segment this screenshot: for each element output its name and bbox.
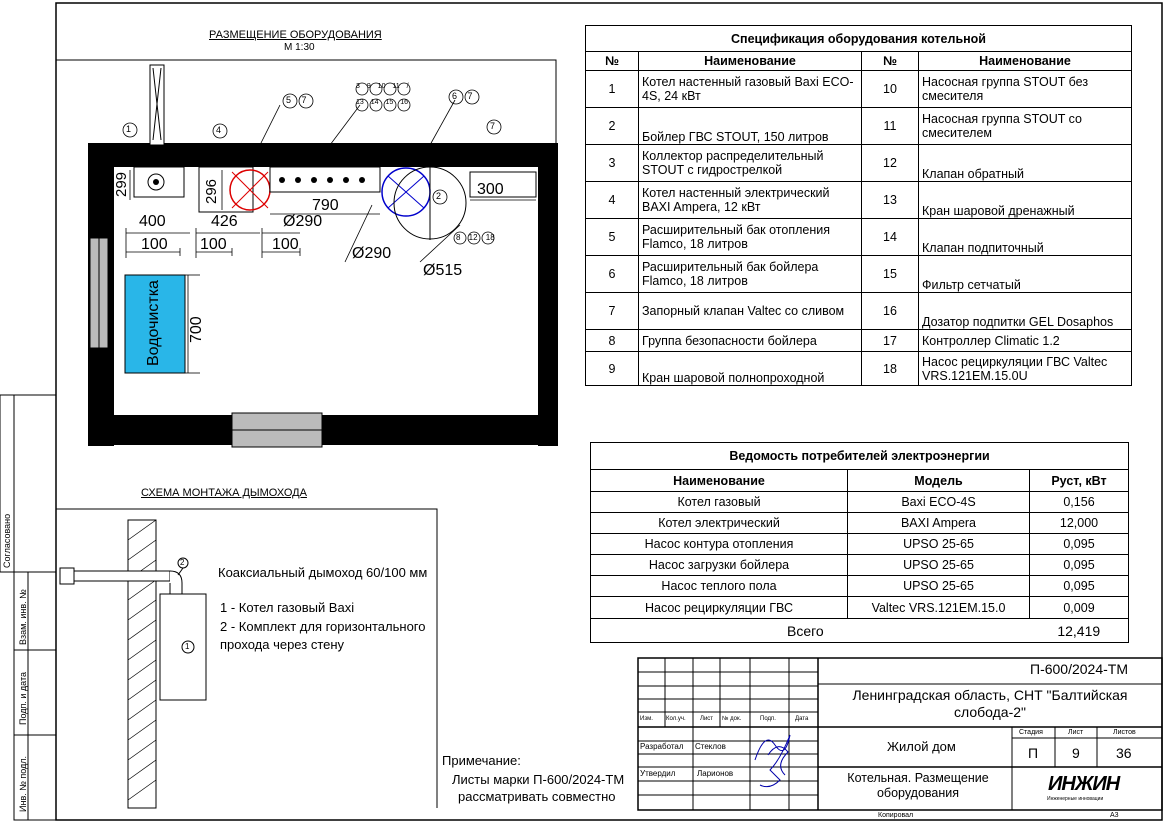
spec-h-name1: Наименование — [639, 52, 862, 71]
power-h-model: Модель — [848, 470, 1030, 492]
stamp-col-doc: № док. — [722, 716, 742, 722]
power-name: Насос теплого пола — [591, 576, 848, 597]
chimney-line1: 1 - Котел газовый Baxi — [220, 600, 355, 615]
stamp-logo-sub: Инженерные инновации — [1047, 796, 1104, 802]
spec-h-name2: Наименование — [919, 52, 1132, 71]
spec-n: 13 — [862, 182, 919, 219]
power-value: 12,000 — [1030, 513, 1129, 534]
spec-name: Насосная группа STOUT со смесителем — [919, 108, 1132, 145]
power-value: 0,095 — [1030, 555, 1129, 576]
power-value: 0,156 — [1030, 492, 1129, 513]
spec-n: 16 — [862, 293, 919, 330]
power-title: Ведомость потребителей электроэнергии — [591, 443, 1129, 470]
spec-n: 15 — [862, 256, 919, 293]
stamp-format: А3 — [1110, 812, 1119, 819]
chimney-line3: прохода через стену — [220, 637, 345, 652]
stamp-h-sheets: Листов — [1113, 729, 1136, 736]
dim-299: 299 — [113, 171, 130, 197]
spec-name: Насос рециркуляции ГВС Valtec VRS.121EM.15.0U — [919, 352, 1132, 386]
spec-n: 10 — [862, 71, 919, 108]
power-name: Насос рециркуляции ГВС — [591, 597, 848, 619]
chimney-line2: 2 - Комплект для горизонтального — [220, 619, 426, 634]
chimney-heading: Коаксиальный дымоход 60/100 мм — [218, 565, 428, 580]
spec-n: 6 — [586, 256, 639, 293]
spec-n: 11 — [862, 108, 919, 145]
dim-790: 790 — [312, 197, 339, 214]
callout-1: 1 — [126, 124, 132, 134]
callout-8-18: 8 12 18 — [456, 233, 495, 242]
dim-dia290b: Ø290 — [352, 245, 392, 262]
spec-name: Котел настенный электрический BAXI Ampera, 12 кВт — [639, 182, 862, 219]
dim-296: 296 — [203, 178, 220, 204]
callout-7: 7 — [490, 121, 496, 131]
stamp-logo: ИНЖИН — [1048, 773, 1120, 795]
stamp-col-izm: Изм. — [640, 716, 653, 722]
stamp-object: Жилой дом — [887, 739, 956, 754]
spec-n: 12 — [862, 145, 919, 182]
spec-n: 5 — [586, 219, 639, 256]
callout-3-16: 3 9 10 11 / 13 14 15 16 — [356, 83, 409, 106]
spec-name: Расширительный бак бойлера Flamco, 18 литров — [639, 256, 862, 293]
note-line1: Листы марки П-600/2024-ТМ — [452, 772, 625, 787]
stamp-h-stage: Стадия — [1019, 729, 1043, 736]
stamp-sheet-title: Котельная. Размещение оборудования — [847, 771, 989, 800]
spec-n: 9 — [586, 352, 639, 386]
stamp-code: П-600/2024-ТМ — [1030, 661, 1128, 677]
spec-name: Кран шаровой полнопроходной — [639, 352, 862, 386]
stamp-appr-role: Утвердил — [640, 769, 676, 778]
stamp-col-list: Лист — [700, 716, 714, 722]
callout-6-7: 6 7 — [452, 91, 473, 101]
chimney-mark-2: 2 — [180, 558, 185, 567]
spec-n: 14 — [862, 219, 919, 256]
spec-n: 8 — [586, 330, 639, 352]
dim-dia290a: Ø290 — [283, 213, 323, 230]
chimney-title: СХЕМА МОНТАЖА ДЫМОХОДА — [141, 487, 307, 499]
spec-n: 1 — [586, 71, 639, 108]
spec-name: Клапан подпиточный — [919, 219, 1132, 256]
stamp-dev-role: Разработал — [640, 742, 684, 751]
side-sign-date: Подп. и дата — [18, 671, 28, 725]
spec-name: Дозатор подпитки GEL Dosaphos — [919, 293, 1132, 330]
power-value: 0,009 — [1030, 597, 1129, 619]
note-line2: рассматривать совместно — [458, 789, 616, 804]
power-value: 0,095 — [1030, 534, 1129, 555]
power-value: 0,095 — [1030, 576, 1129, 597]
power-model: UPSO 25-65 — [848, 555, 1030, 576]
stamp-location: Ленинградская область, СНТ "Балтийская слобода-2" — [852, 687, 1128, 720]
dim-426: 426 — [211, 213, 238, 230]
spec-n: 17 — [862, 330, 919, 352]
plan-scale: М 1:30 — [284, 42, 315, 53]
power-model: Baxi ECO-4S — [848, 492, 1030, 513]
spec-name: Расширительный бак отопления Flamco, 18 литров — [639, 219, 862, 256]
spec-n: 4 — [586, 182, 639, 219]
power-model: UPSO 25-65 — [848, 534, 1030, 555]
power-h-p: Руст, кВт — [1030, 470, 1129, 492]
stamp-appr-name: Ларионов — [697, 769, 734, 778]
power-model: UPSO 25-65 — [848, 576, 1030, 597]
dim-100b: 100 — [200, 236, 227, 253]
spec-h-no2: № — [862, 52, 919, 71]
spec-title: Спецификация оборудования котельной — [586, 26, 1132, 52]
stamp-h-sheet: Лист — [1068, 729, 1084, 736]
spec-name: Кран шаровой дренажный — [919, 182, 1132, 219]
power-name: Котел электрический — [591, 513, 848, 534]
spec-name: Котел настенный газовый Baxi ECO-4S, 24 кВт — [639, 71, 862, 108]
side-inv-repl: Взам. инв. № — [18, 589, 28, 645]
spec-name: Клапан обратный — [919, 145, 1132, 182]
side-inv-orig: Инв. № подл. — [18, 755, 28, 812]
callout-5-7: 5 7 — [286, 95, 307, 105]
stamp-stage: П — [1028, 745, 1039, 761]
power-total-value: 12,419 — [1030, 619, 1129, 643]
dim-700: 700 — [188, 316, 205, 343]
spec-name: Фильтр сетчатый — [919, 256, 1132, 293]
chimney-mark-1: 1 — [185, 642, 190, 651]
dim-100c: 100 — [272, 236, 299, 253]
spec-n: 3 — [586, 145, 639, 182]
spec-name: Контроллер Climatic 1.2 — [919, 330, 1132, 352]
stamp-dev-name: Стеклов — [695, 742, 726, 751]
spec-name: Запорный клапан Valtec со сливом — [639, 293, 862, 330]
power-model: BAXI Ampera — [848, 513, 1030, 534]
stamp-sheets: 36 — [1116, 745, 1132, 761]
power-total-label: Всего — [591, 619, 1030, 643]
spec-n: 2 — [586, 108, 639, 145]
room-label-water-treatment: Водочистка — [145, 280, 162, 366]
power-name: Котел газовый — [591, 492, 848, 513]
spec-n: 18 — [862, 352, 919, 386]
stamp-copied: Копировал — [878, 812, 914, 819]
dim-400: 400 — [139, 213, 166, 230]
spec-name: Бойлер ГВС STOUT, 150 литров — [639, 108, 862, 145]
spec-h-no1: № — [586, 52, 639, 71]
plan-title: РАЗМЕЩЕНИЕ ОБОРУДОВАНИЯ — [209, 29, 382, 41]
stamp-col-date: Дата — [795, 716, 809, 722]
dim-100a: 100 — [141, 236, 168, 253]
spec-n: 7 — [586, 293, 639, 330]
stamp-sheet: 9 — [1072, 745, 1080, 761]
spec-name: Насосная группа STOUT без смесителя — [919, 71, 1132, 108]
stamp-col-sign: Подп. — [760, 716, 776, 722]
side-agreed: Согласовано — [2, 513, 12, 568]
callout-2: 2 — [436, 191, 442, 201]
power-name: Насос контура отопления — [591, 534, 848, 555]
spec-name: Коллектор распределительный STOUT с гидрострелкой — [639, 145, 862, 182]
power-model: Valtec VRS.121EM.15.0 — [848, 597, 1030, 619]
power-name: Насос загрузки бойлера — [591, 555, 848, 576]
power-h-name: Наименование — [591, 470, 848, 492]
dim-300: 300 — [477, 181, 504, 198]
callout-4: 4 — [216, 125, 222, 135]
spec-name: Группа безопасности бойлера — [639, 330, 862, 352]
note-title: Примечание: — [442, 753, 521, 768]
stamp-col-kol: Кол.уч. — [666, 716, 686, 722]
dim-dia515: Ø515 — [423, 262, 463, 279]
